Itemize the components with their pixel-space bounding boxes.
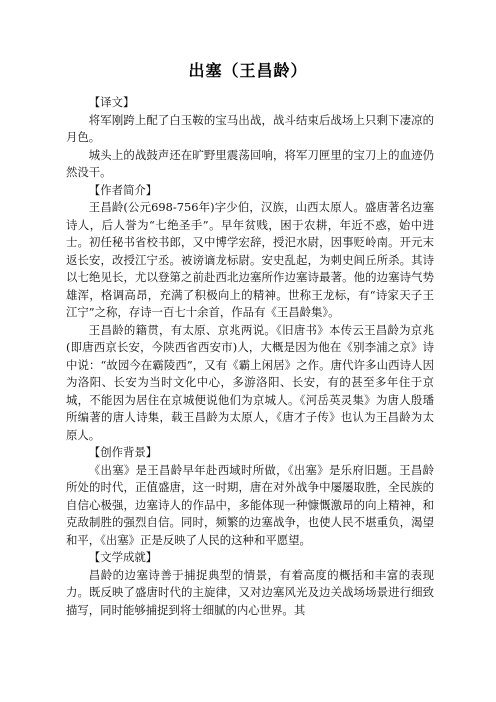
section-heading-achievement: 【文学成就】 [88,550,158,564]
author-paragraph: 王昌龄(公元698-756年)字少伯，汉族，山西太原人。盛唐著名边塞诗人，后人誉为“七绝圣手”。早年贫贱，困于农耕，年近不惑，始中进士。初任秘书省校书郎，又中博学宏辞，授汜水尉，因事贬岭南。开元末返长安，改授江宁丞。被谤谪龙标尉。安史乱起，为刺史闾丘所杀。其诗以七绝见长，尤以登第之前赴西北边塞所作边塞诗最著。他的边塞诗气势雄浑，格调高昂，充满了积极向上的精神。世称王龙标，有“诗家天子王江宁”之称，存诗一百七十余首，作品有《王昌龄集》。 [66,200,434,319]
translation-paragraph: 将军刚跨上配了白玉鞍的宝马出战，战斗结束后战场上只剩下凄凉的月色。 [66,112,434,144]
translation-paragraph: 城头上的战鼓声还在旷野里震荡回响，将军刀匣里的宝刀上的血迹仍然没干。 [66,147,434,179]
section-heading-author: 【作者简介】 [88,182,158,197]
page-title: 出塞（王昌龄） [188,61,308,80]
section-heading-background: 【创作背景】 [88,445,158,459]
achievement-paragraph: 昌龄的边塞诗善于捕捉典型的情景，有着高度的概括和丰富的表现力。既反映了盛唐时代的主旋律，又对边塞风光及边关战场场景进行细致描写，同时能够捕捉到将士细腻的内心世界。其 [66,567,434,617]
section-heading-translation: 【译文】 [88,95,135,109]
document-body [66,94,434,619]
background-paragraph: 《出塞》是王昌龄早年赴西域时所做，《出塞》是乐府旧题。王昌龄所处的时代，正值盛唐，这一时期，唐在对外战争中屡屡取胜，全民族的自信心极强，边塞诗人的作品中，多能体现一种慷慨激昂的向上精神，和克敌制胜的强烈自信。同时，频繁的边塞战争，也使人民不堪重负，渴望和平，《出塞》正是反映了人民的这种和平愿望。 [66,462,434,547]
author-paragraph: 王昌龄的籍贯，有太原、京兆两说。《旧唐书》本传云王昌龄为京兆(即唐西京长安，今陕西省西安市)人，大概是因为他在《别李浦之京》诗中说：“故园今在霸陵西”，又有《霸上闲居》之作。唐代许多山西诗人因为洛阳、长安为当时文化中心，多游洛阳、长安，有的甚至多年住于京城，不能因为居住在京城便说他们为京城人。《河岳英灵集》为唐人殷璠所编著的唐人诗集，载王昌龄为太原人，《唐才子传》也认为王昌龄为太原人。 [66,322,434,442]
